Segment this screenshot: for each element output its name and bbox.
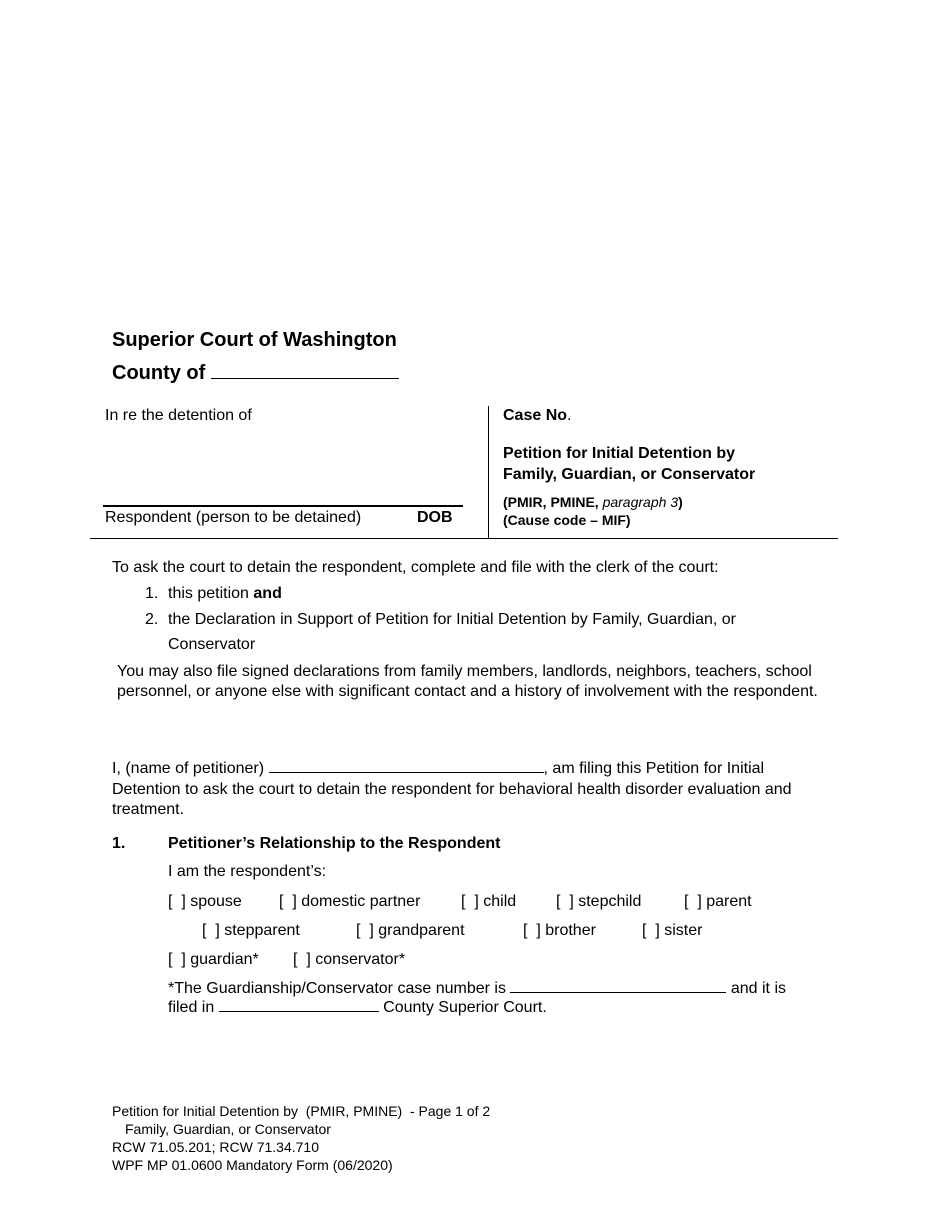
option-label: conservator* bbox=[315, 951, 406, 968]
option-label: stepparent bbox=[224, 922, 300, 939]
option-spouse[interactable] bbox=[168, 893, 242, 911]
court-name: Superior Court of Washington bbox=[112, 329, 397, 351]
option-label: grandparent bbox=[378, 922, 465, 939]
form-title-line2: Family, Guardian, or Conservator bbox=[503, 466, 756, 483]
note-prefix: *The Guardianship/Conservator case number is bbox=[168, 980, 506, 997]
form-code bbox=[503, 494, 683, 510]
checkbox[interactable]: [ ] bbox=[293, 951, 311, 968]
guardianship-case-number-blank[interactable] bbox=[510, 992, 726, 993]
option-conservator[interactable] bbox=[293, 951, 405, 969]
checkbox[interactable]: [ ] bbox=[684, 893, 702, 910]
dob-label: DOB bbox=[417, 509, 453, 526]
petitioner-line bbox=[112, 760, 764, 778]
intro-item1-num: 1. bbox=[145, 585, 159, 602]
checkbox[interactable]: [ ] bbox=[356, 922, 374, 939]
county-line bbox=[112, 362, 399, 385]
form-code-italic: paragraph 3 bbox=[602, 494, 679, 510]
intro-item1-text: this petition bbox=[168, 585, 249, 602]
option-guardian[interactable] bbox=[168, 951, 259, 969]
section1-lead: I am the respondent’s: bbox=[168, 863, 327, 880]
case-no bbox=[503, 407, 571, 425]
petitioner-suffix: , am filing this Petition for Initial bbox=[543, 760, 765, 777]
intro-item2-num: 2. bbox=[145, 611, 159, 628]
option-label: spouse bbox=[190, 893, 242, 910]
form-code-bold: (PMIR, PMINE, bbox=[503, 494, 599, 510]
option-brother[interactable] bbox=[523, 922, 596, 940]
note-suffix: County Superior Court. bbox=[383, 999, 547, 1016]
option-label: brother bbox=[545, 922, 596, 939]
option-stepchild[interactable] bbox=[556, 893, 641, 911]
checkbox[interactable]: [ ] bbox=[168, 951, 186, 968]
caption-bottom-rule bbox=[90, 538, 838, 539]
option-label: sister bbox=[664, 922, 703, 939]
footer-line1: Petition for Initial Detention by (PMIR, PMINE) - Page 1 of 2 bbox=[112, 1103, 491, 1119]
option-domestic-partner[interactable] bbox=[279, 893, 420, 911]
intro-item2-line1: the Declaration in Support of Petition for Initial Detention by Family, Guardian, or bbox=[168, 611, 736, 628]
cause-code: (Cause code – MIF) bbox=[503, 512, 631, 528]
option-label: parent bbox=[706, 893, 752, 910]
intro-item1 bbox=[168, 585, 282, 603]
in-re-label: In re the detention of bbox=[105, 407, 252, 424]
option-grandparent[interactable] bbox=[356, 922, 465, 940]
petitioner-name-blank[interactable] bbox=[269, 772, 544, 773]
section1-number: 1. bbox=[112, 835, 126, 852]
option-label: guardian* bbox=[190, 951, 259, 968]
checkbox[interactable]: [ ] bbox=[461, 893, 479, 910]
county-blank[interactable] bbox=[211, 378, 399, 379]
note-filed-in: filed in bbox=[168, 999, 215, 1016]
intro-instructions: To ask the court to detain the respondent, complete and file with the clerk of the court: bbox=[112, 559, 719, 576]
case-no-label: Case No bbox=[503, 407, 568, 424]
option-parent[interactable] bbox=[684, 893, 752, 911]
checkbox[interactable]: [ ] bbox=[556, 893, 574, 910]
checkbox[interactable]: [ ] bbox=[642, 922, 660, 939]
checkbox[interactable]: [ ] bbox=[523, 922, 541, 939]
intro-item1-bold: and bbox=[253, 585, 282, 602]
note-mid: and it is bbox=[730, 980, 786, 997]
intro-item2-line2: Conservator bbox=[168, 636, 256, 653]
option-stepparent[interactable] bbox=[202, 922, 300, 940]
footer-line2: Family, Guardian, or Conservator bbox=[125, 1121, 331, 1137]
option-label: stepchild bbox=[578, 893, 642, 910]
checkbox[interactable]: [ ] bbox=[202, 922, 220, 939]
petitioner-rest: Detention to ask the court to detain the respondent for behavioral health disorder evaluation and treatment. bbox=[112, 781, 792, 818]
case-no-dot: . bbox=[567, 407, 572, 424]
footer-line3: RCW 71.05.201; RCW 71.34.710 bbox=[112, 1139, 319, 1155]
respondent-label: Respondent (person to be detained) bbox=[105, 509, 362, 526]
option-label: child bbox=[483, 893, 517, 910]
section1-title: Petitioner’s Relationship to the Respondent bbox=[168, 835, 501, 852]
checkbox[interactable]: [ ] bbox=[168, 893, 186, 910]
checkbox[interactable]: [ ] bbox=[279, 893, 297, 910]
footer-line4: WPF MP 01.0600 Mandatory Form (06/2020) bbox=[112, 1157, 393, 1173]
respondent-name-line[interactable] bbox=[103, 505, 463, 507]
form-title-line1: Petition for Initial Detention by bbox=[503, 445, 735, 462]
option-label: domestic partner bbox=[301, 893, 421, 910]
petitioner-prefix: I, (name of petitioner) bbox=[112, 760, 265, 777]
also-file-paragraph: You may also file signed declarations from family members, landlords, neighbors, teachers, school personnel, or anyone else with significant contact and a history of involvement with the respondent. bbox=[117, 663, 818, 700]
guardianship-note-line2 bbox=[168, 999, 547, 1017]
form-code-close: ) bbox=[678, 494, 683, 510]
guardianship-county-blank[interactable] bbox=[219, 1011, 379, 1012]
guardianship-note-line1 bbox=[168, 980, 786, 998]
option-sister[interactable] bbox=[642, 922, 702, 940]
option-child[interactable] bbox=[461, 893, 516, 911]
county-label: County of bbox=[112, 362, 206, 384]
caption-divider bbox=[488, 406, 489, 539]
